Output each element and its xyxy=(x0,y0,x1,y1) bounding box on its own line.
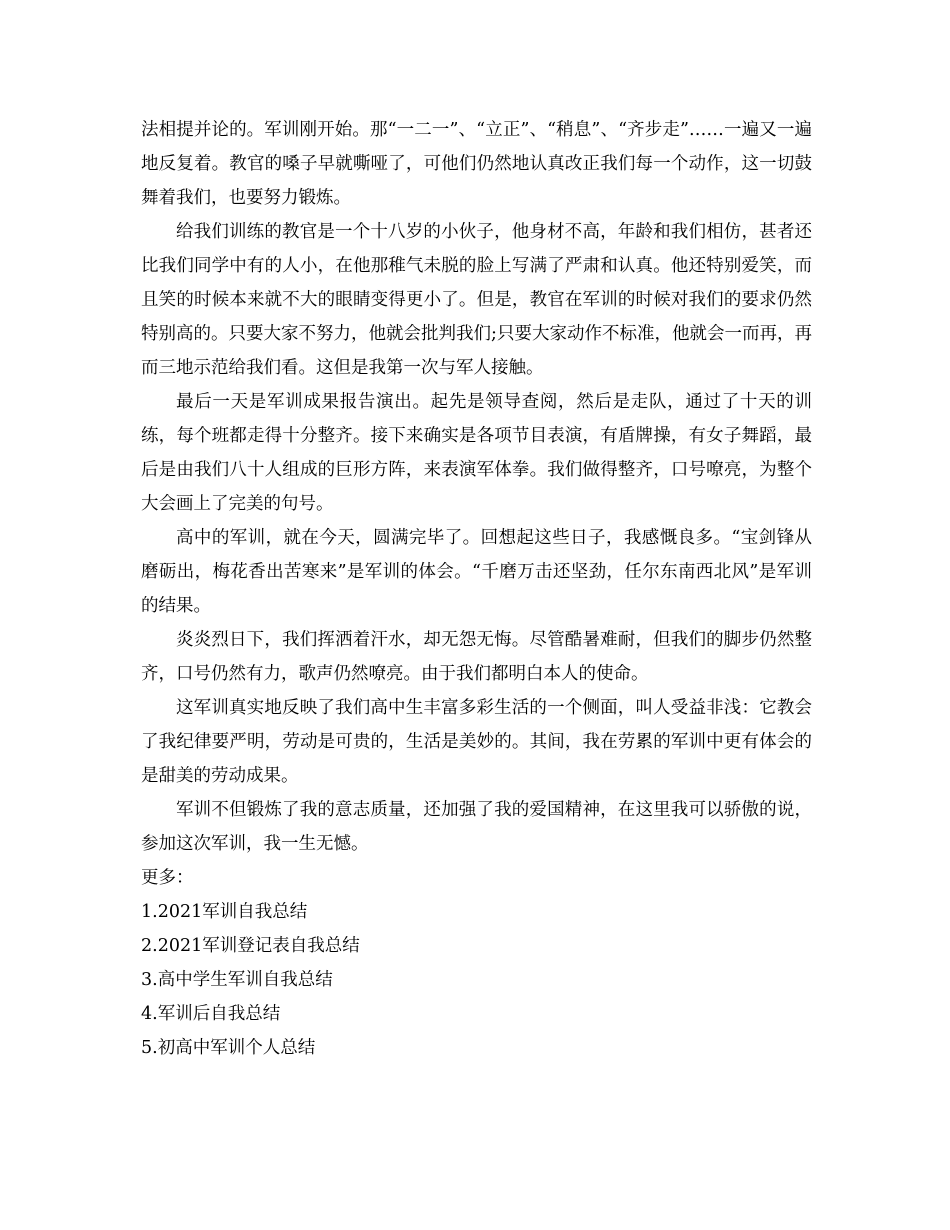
paragraph-6: 这军训真实地反映了我们高中生丰富多彩生活的一个侧面，叫人受益非浅：它教会了我纪律要严明，劳动是可贵的，生活是美妙的。其间，我在劳累的军训中更有体会的是甜美的劳动成果。 xyxy=(141,698,812,786)
paragraph-1: 法相提并论的。军训刚开始。那“一二一”、“立正”、“稍息”、“齐步走”……一遍又一遍地反复着。教官的嗓子早就嘶哑了，可他们仍然地认真改正我们每一个动作，这一切鼓舞着我们，也要努力锻炼。 xyxy=(141,120,812,208)
paragraph-4: 高中的军训，就在今天，圆满完毕了。回想起这些日子，我感慨良多。“宝剑锋从磨砺出，梅花香出苦寒来”是军训的体会。“千磨万击还坚劲，任尔东南西北风”是军训的结果。 xyxy=(141,528,812,616)
related-link-5[interactable]: 5.初高中军训个人总结 xyxy=(141,1038,316,1058)
paragraph-2: 给我们训练的教官是一个十八岁的小伙子，他身材不高，年龄和我们相仿，甚者还比我们同学中有的人小，在他那稚气未脱的脸上写满了严肃和认真。他还特别爱笑，而且笑的时候本来就不大的眼睛变得更小了。但是，教官在军训的时候对我们的要求仍然特别高的。只要大家不努力，他就会批判我们;只要大家动作不标准，他就会一而再，再而三地示范给我们看。这但是我第一次与军人接触。 xyxy=(141,222,812,378)
paragraph-7: 军训不但锻炼了我的意志质量，还加强了我的爱国精神，在这里我可以骄傲的说，参加这次军训，我一生无憾。 xyxy=(141,800,812,854)
paragraph-3: 最后一天是军训成果报告演出。起先是领导查阅，然后是走队，通过了十天的训练，每个班都走得十分整齐。接下来确实是各项节目表演，有盾牌操，有女子舞蹈，最后是由我们八十人组成的巨形方阵，来表演军体拳。我们做得整齐，口号嘹亮，为整个大会画上了完美的句号。 xyxy=(141,392,812,514)
related-links-list xyxy=(141,895,812,1065)
paragraph-5: 炎炎烈日下，我们挥洒着汗水，却无怨无悔。尽管酷暑难耐，但我们的脚步仍然整齐，口号仍然有力，歌声仍然嘹亮。由于我们都明白本人的使命。 xyxy=(141,630,812,684)
related-link-3[interactable]: 3.高中学生军训自我总结 xyxy=(141,970,333,990)
related-link-1[interactable]: 1.2021军训自我总结 xyxy=(141,902,308,922)
related-link-4[interactable]: 4.军训后自我总结 xyxy=(141,1004,281,1024)
more-label: 更多： xyxy=(141,868,194,888)
more-section xyxy=(141,861,812,1065)
related-link-2[interactable]: 2.2021军训登记表自我总结 xyxy=(141,936,360,956)
